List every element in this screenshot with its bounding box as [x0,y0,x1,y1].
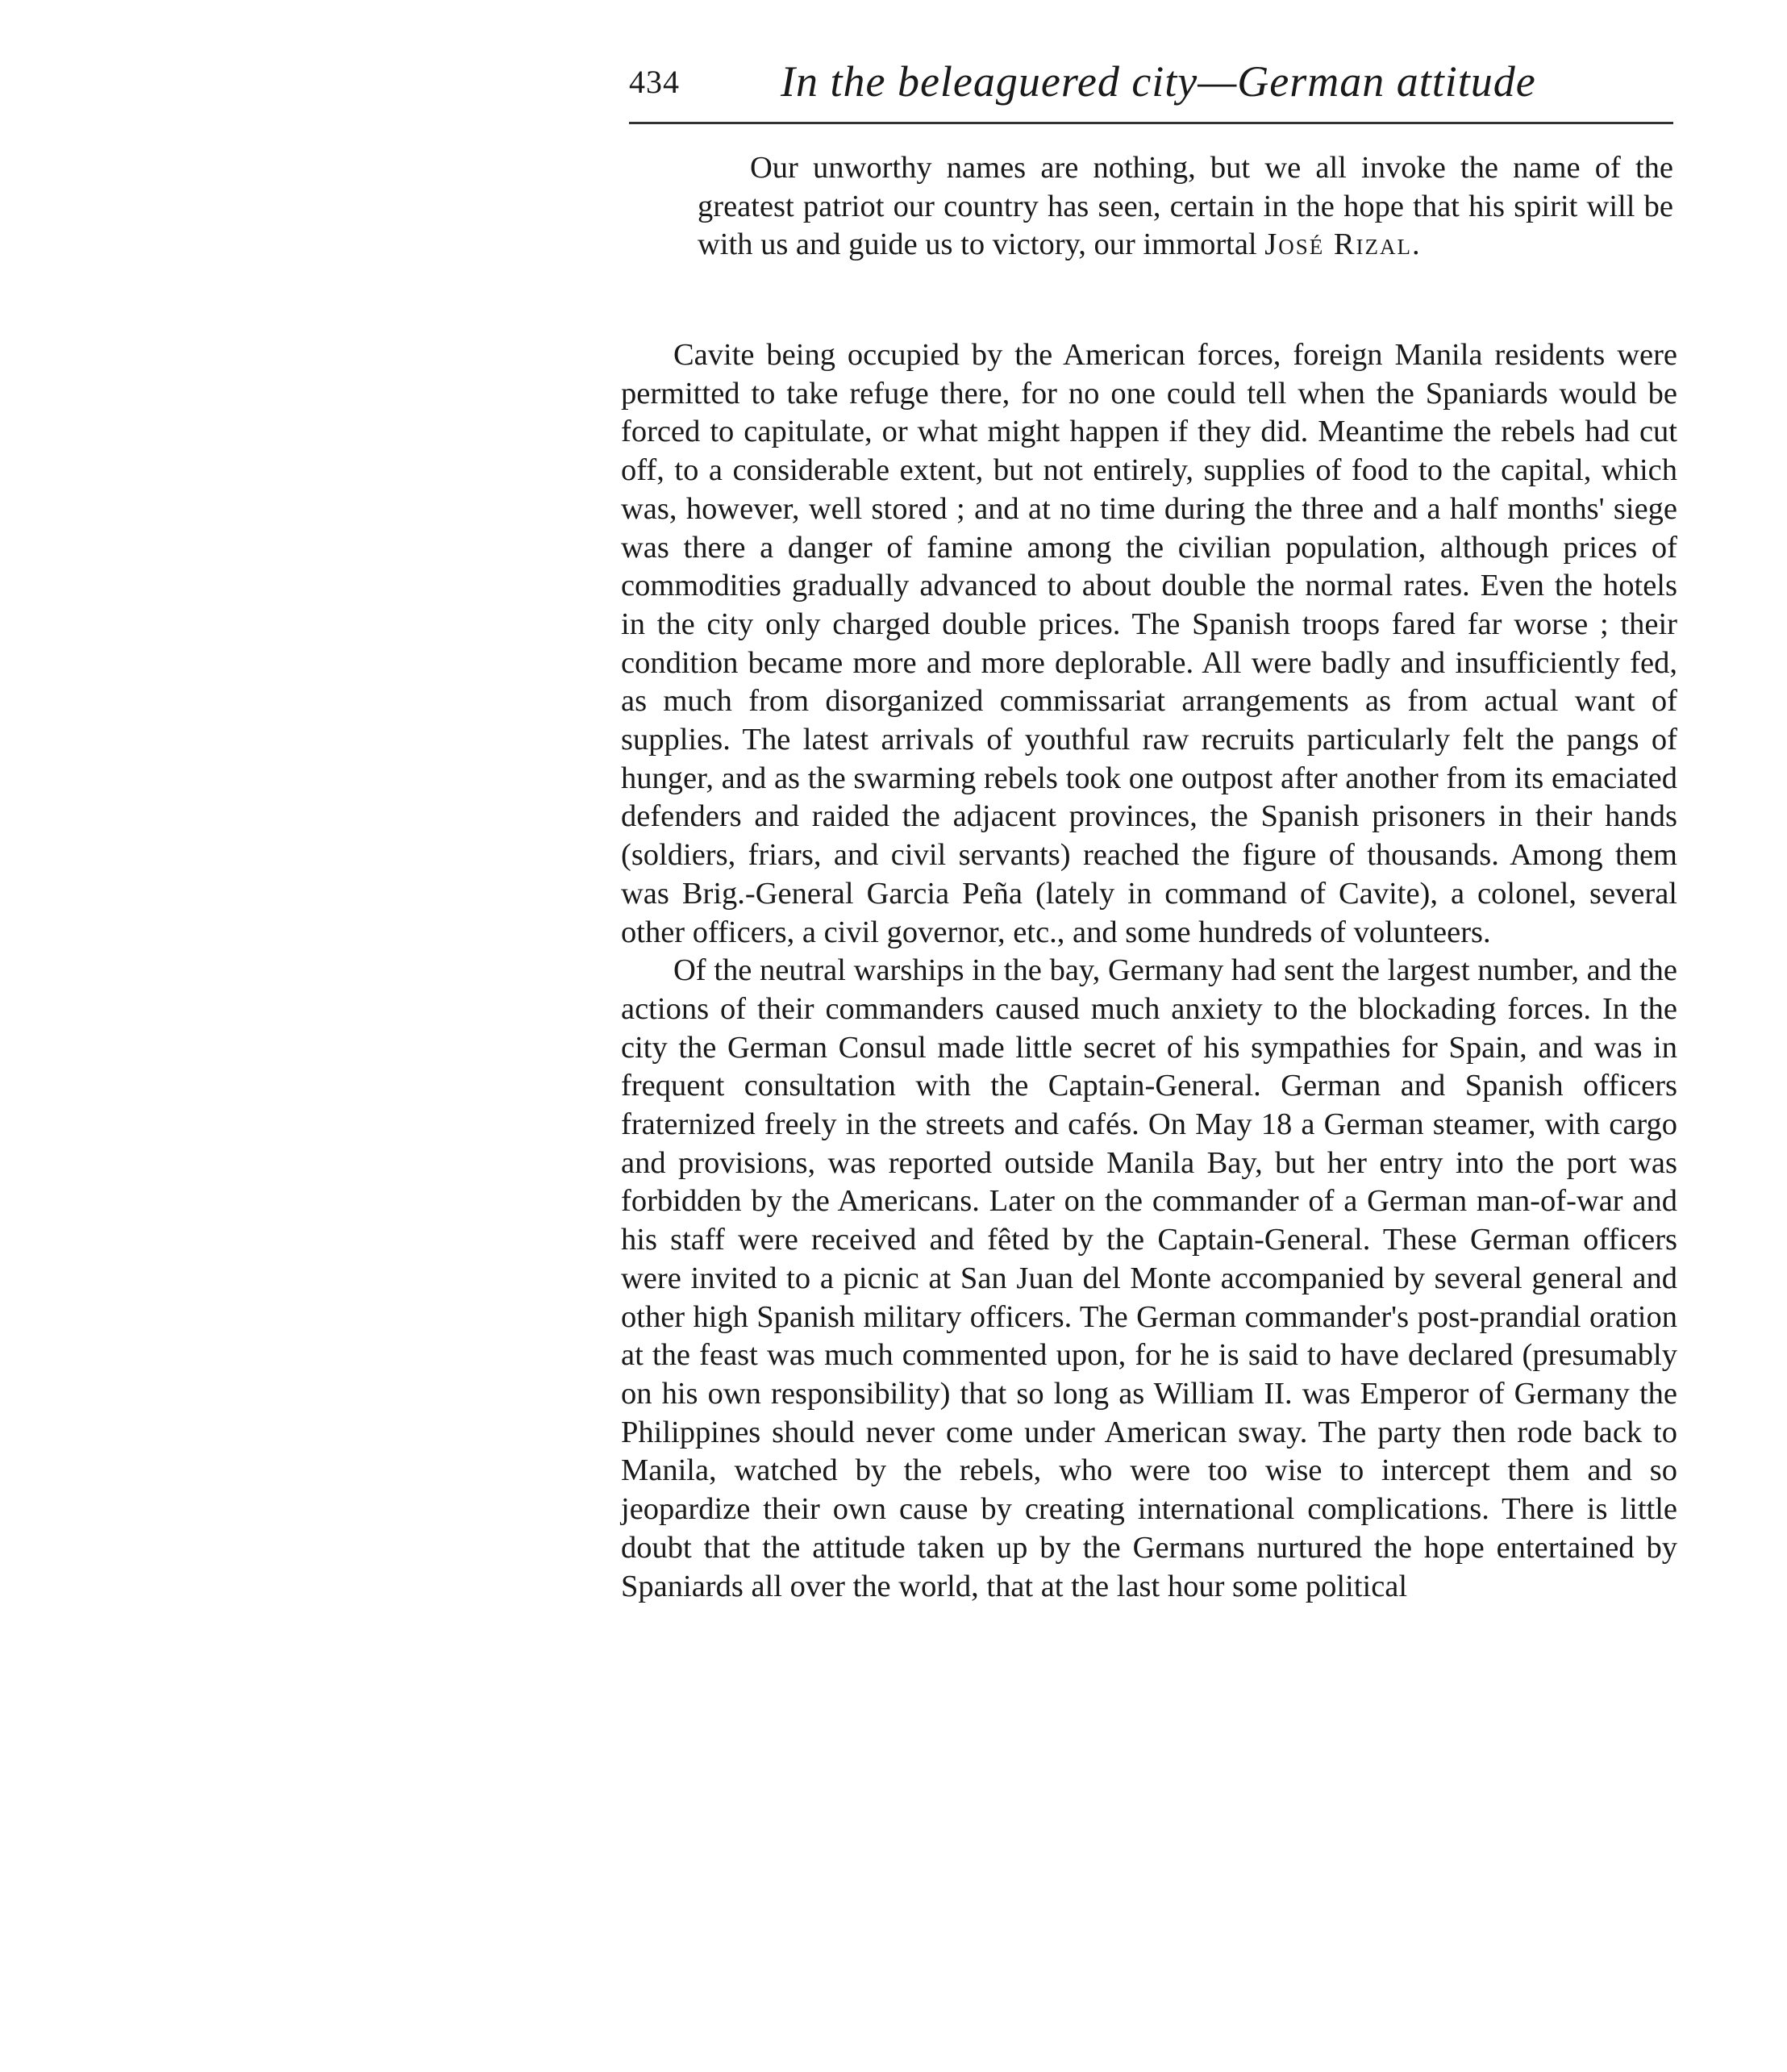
quote-text: Our unworthy names are nothing, but we all invoke the name of the greatest patriot our country has seen, certain in the hope that his spirit will be with us and guide us to victory, our immortal [698,151,1673,261]
body-paragraph-1: Cavite being occupied by the American forces, foreign Manila residents were permitted to take refuge there, for no one could tell when the Spaniards would be forced to capitulate, or what might happen if they did. Meantime the rebels had cut off, to a considerable extent, but not entirely, supplies of food to the capital, which was, however, well stored ; and at no time during the three and a half months' siege was there a danger of famine among the civilian population, although prices of commodities gradually advanced to about double the normal rates. Even the hotels in the city only charged double prices. The Spanish troops fared far worse ; their condition became more and more deplorable. All were badly and insufficiently fed, as much from disorganized commissariat arrangements as from actual want of supplies. The latest arrivals of youthful raw recruits particularly felt the pangs of hunger, and as the swarming rebels took one outpost after another from its emaciated defenders and raided the adjacent provinces, the Spanish prisoners in their hands (soldiers, friars, and civil servants) reached the figure of thousands. Among them was Brig.-General Garcia Peña (lately in command of Cavite), a colonel, several other officers, a civil governor, etc., and some hundreds of volunteers. [621,338,1677,949]
running-head: In the beleaguered city—German attitude [781,57,1536,106]
page-number: 434 [629,64,680,100]
quote-signature: José Rizal. [1264,227,1422,261]
body-text [621,336,1677,1606]
header-rule [629,122,1673,124]
body-paragraph-2: Of the neutral warships in the bay, Germany had sent the largest number, and the actions of their commanders caused much anxiety to the blockading forces. In the city the German Consul made little secret of his sympathies for Spain, and was in frequent consultation with the Captain-General. German and Spanish officers fraternized freely in the streets and cafés. On May 18 a German steamer, with cargo and provisions, was reported outside Manila Bay, but her entry into the port was forbidden by the Americans. Later on the commander of a German man-of-war and his staff were received and fêted by the Captain-General. These German officers were invited to a picnic at San Juan del Monte accompanied by several general and other high Spanish military officers. The German commander's post-prandial oration at the feast was much commented upon, for he is said to have declared (presumably on his own responsibility) that so long as William II. was Emperor of Germany the Philippines should never come under American sway. The party then rode back to Manila, watched by the rebels, who were too wise to intercept them and so jeopardize their own cause by creating international complications. There is little doubt that the attitude taken up by the Germans nurtured the hope entertained by Spaniards all over the world, that at the last hour some political [621,953,1677,1603]
page-header [629,56,1673,113]
quote-paragraph [698,149,1673,265]
block-quote [698,149,1673,265]
